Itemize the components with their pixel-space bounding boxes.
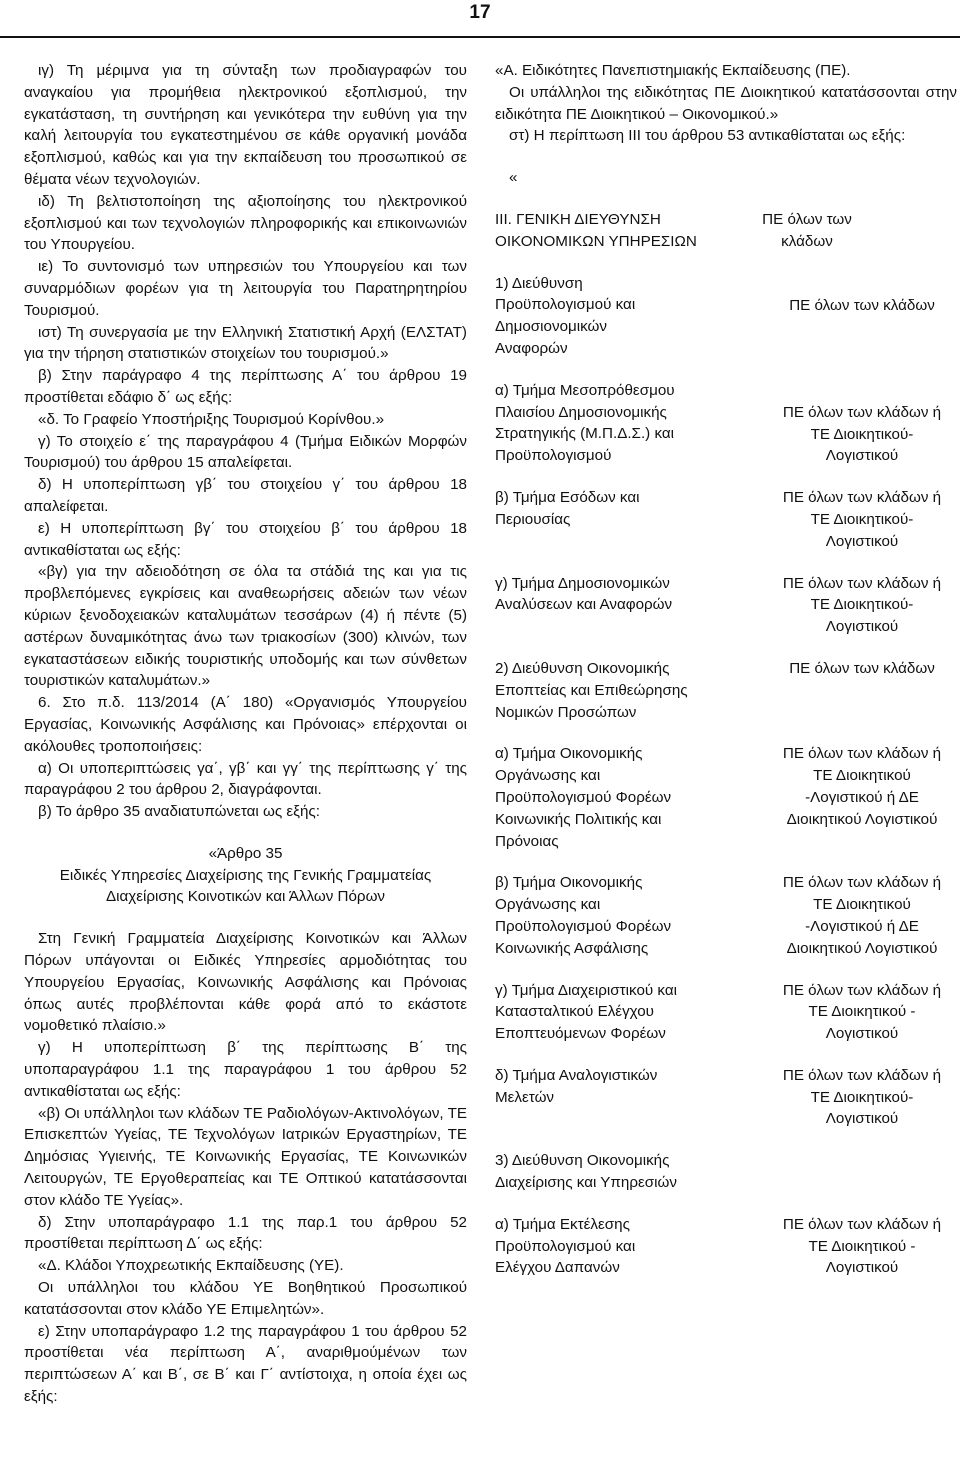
unit-cell: β) Τμήμα Εσόδων και Περιουσίας <box>495 489 640 528</box>
branch-cell: ΠΕ όλων των κλάδων ή ΤΕ Διοικητικού-Λογιστικού <box>782 489 942 550</box>
open-quote: « <box>509 169 518 187</box>
table-row <box>495 980 957 1045</box>
paragraph: «δ. Το Γραφείο Υποστήριξης Τουρισμού Κορίνθου.» <box>38 410 385 428</box>
article-subheading: Ειδικές Υπηρεσίες Διαχείρισης της Γενικής Γραμματείας Διαχείρισης Κοινοτικών και Άλλων Πόρων <box>59 866 432 906</box>
left-column <box>24 60 467 1408</box>
paragraph: «βγ) για την αδειοδότηση σε όλα τα στάδιά της και για τις προβλεπόμενες εγκρίσεις και αναθεωρήσεις αδειών των νέων κύριων ξενοδοχειακών καταλυμάτων τεσσάρων (4) ή πέντε (5) αστέρων δυναμικότητας άνω των τριακοσίων (300) κλινών, των εγκαταστάσεων ειδικής τουριστικής υποδομής και των σύνθετων τουριστικών καταλυμάτων.» <box>24 563 467 690</box>
table-row <box>495 380 957 467</box>
paragraph: Οι υπάλληλοι του κλάδου ΥΕ Βοηθητικού Προσωπικού κατατάσσονται στον κλάδο ΥΕ Επιμελητών». <box>24 1279 467 1318</box>
table-row <box>495 1065 957 1130</box>
branch-cell: ΠΕ όλων των κλάδων ή ΤΕ Διοικητικού -Λογιστικού ή ΔΕ Διοικητικού Λογιστικού <box>782 874 942 957</box>
paragraph: ιε) Το συντονισμό των υπηρεσιών του Υπουργείου και των συναρμόδιων φορέων για τη λειτουργία του Παρατηρητηρίου Τουρισμού. <box>24 258 467 319</box>
table-row <box>495 487 957 552</box>
unit-cell: ΙΙΙ. ΓΕΝΙΚΗ ΔΙΕΥΘΥΝΣΗ ΟΙΚΟΝΟΜΙΚΩΝ ΥΠΗΡΕΣΙΩΝ <box>495 210 697 250</box>
branch-cell <box>767 1150 957 1194</box>
paragraph: ε) Στην υποπαράγραφο 1.2 της παραγράφου 1 του άρθρου 52 προστίθεται νέα περίπτωση Α΄, αναριθμούμένων των περιπτώσεων Α΄ και Β΄, σε Β΄ και Γ΄ αντίστοιχα, η οποία έχει ως εξής: <box>24 1322 467 1406</box>
unit-cell: 1) Διεύθυνση Προϋπολογισμού και Δημοσιονομικών Αναφορών <box>495 274 636 357</box>
paragraph: γ) Η υποπερίπτωση β΄ της περίπτωσης Β΄ της υποπαραγράφου 1.1 της παραγράφου 1 του άρθρου 52 αντικαθίσταται ως εξής: <box>24 1039 467 1100</box>
unit-cell: δ) Τμήμα Αναλογιστικών Μελετών <box>495 1066 658 1106</box>
paragraph: στ) Η περίπτωση ΙΙΙ του άρθρου 53 αντικαθίσταται ως εξής: <box>509 127 906 145</box>
paragraph: β) Στην παράγραφο 4 της περίπτωσης Α΄ του άρθρου 19 προστίθεται εδάφιο δ΄ ως εξής: <box>24 367 467 406</box>
table-row <box>495 573 957 638</box>
branch-cell: ΠΕ όλων των κλάδων ή ΤΕ Διοικητικού-Λογιστικού <box>782 1066 942 1128</box>
unit-cell: γ) Τμήμα Διαχειριστικού και Κατασταλτικού Ελέγχου Εποπτευόμενων Φορέων <box>495 981 677 1043</box>
page-number: 17 <box>469 2 491 23</box>
paragraph: «β) Οι υπάλληλοι των κλάδων ΤΕ Ραδιολόγων-Ακτινολόγων, ΤΕ Επισκεπτών Υγείας, ΤΕ Τεχνολόγων Ιατρικών Εργαστηρίων, ΤΕ Δημόσιας Υγιεινής, ΤΕ Κοινωνικής Εργασίας, ΤΕ Κοινωνικών Λειτουργών, ΤΕ Εργοθεραπείας και ΤΕ Οπτικού κατατάσσονται στον κλάδο ΤΕ Υγείας». <box>24 1104 468 1209</box>
unit-cell: γ) Τμήμα Δημοσιονομικών Αναλύσεων και Αναφορών <box>495 574 673 614</box>
paragraph: α) Οι υποπεριπτώσεις γα΄, γβ΄ και γγ΄ της περίπτωσης γ΄ της παραγράφου 2 του άρθρου 2, διαγράφονται. <box>24 759 467 799</box>
paragraph: «Δ. Κλάδοι Υποχρεωτικής Εκπαίδευσης (ΥΕ). <box>38 1257 344 1275</box>
table-row <box>495 1214 957 1279</box>
paragraph: Στη Γενική Γραμματεία Διαχείρισης Κοινοτικών και Άλλων Πόρων υπάγονται οι Ειδικές Υπηρεσίες αρμοδιότητας του Υπουργείου Εργασίας, Κοινωνικής Ασφάλισης και Πρόνοιας όπως αυτές προβλέπονται κάθε φορά από το εκάστοτε νομοθετικό πλαίσιο.» <box>24 930 467 1035</box>
paragraph: ιστ) Τη συνεργασία με την Ελληνική Στατιστική Αρχή (ΕΛΣΤΑΤ) για την τήρηση στατιστικών στοιχείων του τουρισμού.» <box>24 323 467 363</box>
branch-cell: ΠΕ όλων των κλάδων ή ΤΕ Διοικητικού -Λογιστικού ή ΔΕ Διοικητικού Λογιστικού <box>782 745 942 828</box>
branch-cell: ΠΕ όλων των κλάδων ή ΤΕ Διοικητικού-Λογιστικού <box>782 574 942 636</box>
table-row <box>495 658 957 723</box>
paragraph: δ) Η υποπερίπτωση γβ΄ του στοιχείου γ΄ του άρθρου 18 απαλείφεται. <box>24 476 467 515</box>
table-row <box>495 743 957 852</box>
paragraph: «Α. Ειδικότητες Πανεπιστημιακής Εκπαίδευσης (ΠΕ). <box>495 62 851 79</box>
branch-cell: ΠΕ όλων των κλάδων <box>762 210 852 250</box>
branch-cell: ΠΕ όλων των κλάδων ή ΤΕ Διοικητικού - Λογιστικού <box>782 1215 942 1277</box>
branch-cell: ΠΕ όλων των κλάδων <box>789 659 935 677</box>
paragraph: β) Το άρθρο 35 αναδιατυπώνεται ως εξής: <box>38 803 320 821</box>
paragraph: γ) Το στοιχείο ε΄ της παραγράφου 4 (Τμήμα Ειδικών Μορφών Τουρισμού) του άρθρου 15 απαλείφεται. <box>24 432 467 472</box>
unit-cell: 3) Διεύθυνση Οικονομικής Διαχείρισης και Υπηρεσιών <box>495 1152 677 1192</box>
branch-cell: ΠΕ όλων των κλάδων ή ΤΕ Διοικητικού - Λογιστικού <box>782 981 942 1043</box>
paragraph: ιδ) Τη βελτιστοποίηση της αξιοποίησης του ηλεκτρονικού εξοπλισμού και των τεχνολογιών πληροφορικής και επικοινωνιών του Υπουργείου. <box>24 192 467 254</box>
paragraph: 6. Στο π.δ. 113/2014 (Α΄ 180) «Οργανισμός Υπουργείου Εργασίας, Κοινωνικής Ασφάλισης και Πρόνοιας» επέρχονται οι ακόλουθες τροποποιήσεις: <box>24 694 467 755</box>
unit-cell: α) Τμήμα Εκτέλεσης Προϋπολογισμού και Ελέγχου Δαπανών <box>495 1215 636 1277</box>
unit-cell: α) Τμήμα Οικονομικής Οργάνωσης και Προϋπολογισμού Φορέων Κοινωνικής Πολιτικής και Πρόνοιας <box>495 745 672 850</box>
article-heading: «Άρθρο 35 <box>208 844 283 862</box>
organization-table <box>495 209 957 1279</box>
paragraph: δ) Στην υποπαράγραφο 1.1 της παρ.1 του άρθρου 52 προστίθεται περίπτωση Δ΄ ως εξής: <box>24 1213 467 1253</box>
right-column <box>495 60 957 1279</box>
branch-cell: ΠΕ όλων των κλάδων <box>789 296 935 314</box>
table-row <box>495 273 957 360</box>
table-row <box>495 872 957 959</box>
paragraph: Οι υπάλληλοι της ειδικότητας ΠΕ Διοικητικού κατατάσσονται στην ειδικότητα ΠΕ Διοικητικού – Οικονομικού.» <box>495 83 957 123</box>
table-row <box>495 209 957 253</box>
unit-cell: β) Τμήμα Οικονομικής Οργάνωσης και Προϋπολογισμού Φορέων Κοινωνικής Ασφάλισης <box>495 874 672 957</box>
unit-cell: α) Τμήμα Μεσοπρόθεσμου Πλαισίου Δημοσιονομικής Στρατηγικής (Μ.Π.Δ.Σ.) και Προϋπολογισμού <box>495 381 675 465</box>
branch-cell: ΠΕ όλων των κλάδων ή ΤΕ Διοικητικού-Λογιστικού <box>782 403 942 465</box>
paragraph: ε) Η υποπερίπτωση βγ΄ του στοιχείου β΄ του άρθρου 18 αντικαθίσταται ως εξής: <box>24 519 467 559</box>
table-row <box>495 1150 957 1194</box>
unit-cell: 2) Διεύθυνση Οικονομικής Εποπτείας και Επιθεώρησης Νομικών Προσώπων <box>495 659 688 721</box>
paragraph: ιγ) Τη μέριμνα για τη σύνταξη των προδιαγραφών του αναγκαίου για προμήθεια ηλεκτρονικού εξοπλισμού, την εγκατάσταση, τη συντήρηση και γενικότερα την ευθύνη για την καλή λειτουργία του εγκατεστημένου σε κάθε οργανική μονάδα εξοπλισμού, καθώς και για την εκπαίδευση του προσωπικού σε θέματα νέων τεχνολογιών. <box>24 62 467 188</box>
header-rule <box>0 36 960 38</box>
